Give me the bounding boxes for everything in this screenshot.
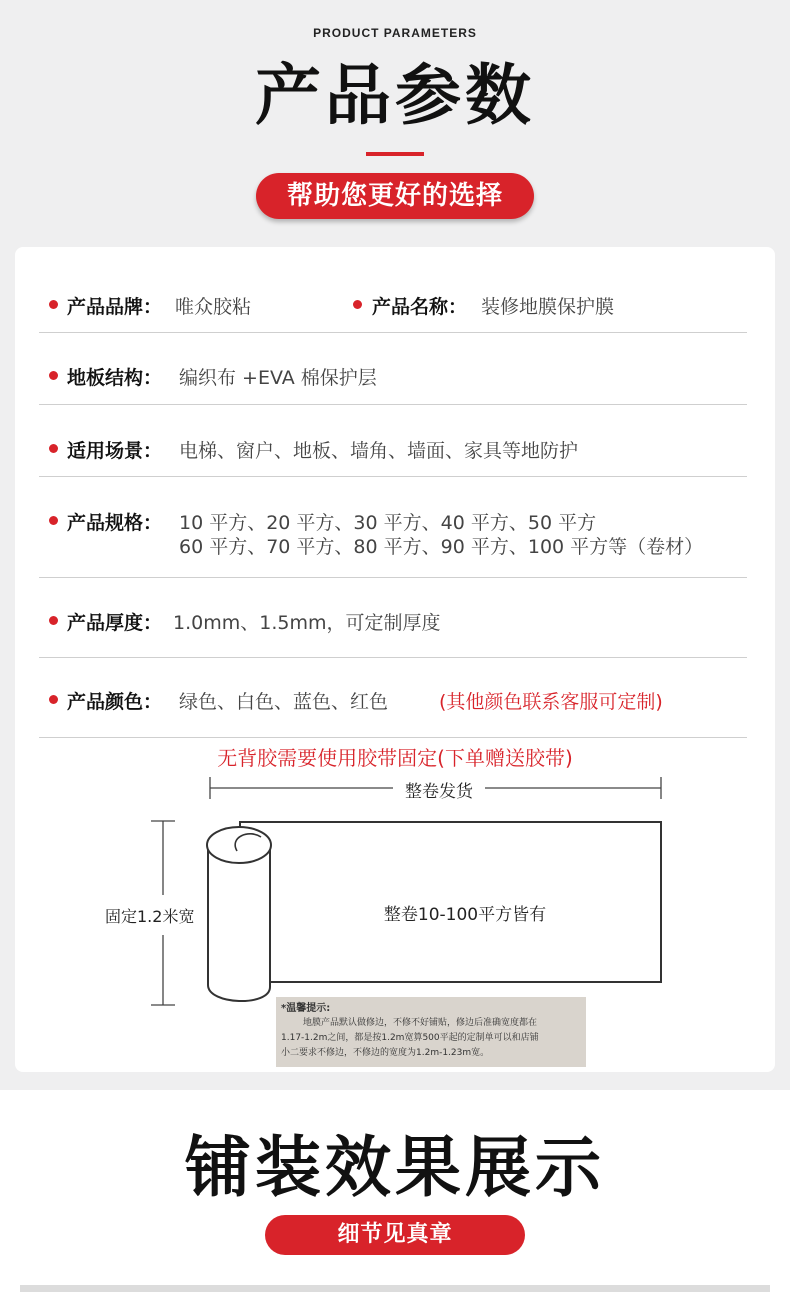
tape-notice: 无背胶需要使用胶带固定(下单赠送胶带): [217, 746, 573, 770]
roll-diagram: [15, 247, 775, 1072]
structure-label: 地板结构：: [67, 367, 163, 389]
spec-label: 产品规格：: [67, 512, 163, 534]
tip-line-1: 地膜产品默认做修边，不修不好铺贴，修边后准确宽度都在: [303, 1018, 538, 1028]
thickness-label: 产品厚度：: [67, 612, 163, 634]
brand-value: 唯众胶粘: [175, 296, 252, 318]
whole-roll-label: 整卷发货: [405, 782, 473, 802]
color-label: 产品颜色：: [67, 691, 163, 713]
area-label: 整卷10-100平方皆有: [383, 905, 547, 925]
scene-label: 适用场景：: [67, 440, 163, 462]
structure-value: 编织布 +EVA 棉保护层: [179, 367, 377, 389]
header-section: [0, 0, 790, 250]
scene-value: 电梯、窗户、地板、墙角、墙面、家具等地防护: [179, 440, 579, 462]
image-strip: [20, 1285, 770, 1292]
width-label: 固定1.2米宽: [105, 907, 195, 926]
spec-line-2: 60 平方、70 平方、80 平方、90 平方、100 平方等（卷材）: [179, 536, 704, 558]
english-title: PRODUCT PARAMETERS: [313, 26, 477, 40]
section-subtitle-badge: 细节见真章: [265, 1215, 525, 1255]
name-value: 装修地膜保护膜: [481, 296, 615, 318]
color-value: 绿色、白色、蓝色、红色: [179, 691, 389, 713]
section-title: 铺装效果展示: [185, 1129, 605, 1206]
tip-title: *温馨提示:: [281, 1003, 331, 1014]
name-label: 产品名称：: [372, 296, 468, 318]
tip-box: [281, 1001, 583, 1061]
page-title: 产品参数: [255, 57, 535, 134]
parameters-card: [15, 247, 775, 1072]
tip-line-2: 1.17-1.2m之间，都是按1.2m宽算500平起的定制单可以和店铺: [281, 1033, 539, 1043]
subtitle-badge: 帮助您更好的选择: [256, 173, 534, 219]
tip-line-3: 小二要求不修边，不修边的宽度为1.2m-1.23m宽。: [281, 1048, 490, 1058]
spec-line-1: 10 平方、20 平方、30 平方、40 平方、50 平方: [179, 512, 597, 534]
brand-label: 产品品牌：: [67, 296, 163, 318]
thickness-value: 1.0mm、1.5mm，可定制厚度: [173, 612, 441, 634]
color-note: (其他颜色联系客服可定制): [439, 691, 663, 713]
title-underline: [366, 152, 424, 156]
